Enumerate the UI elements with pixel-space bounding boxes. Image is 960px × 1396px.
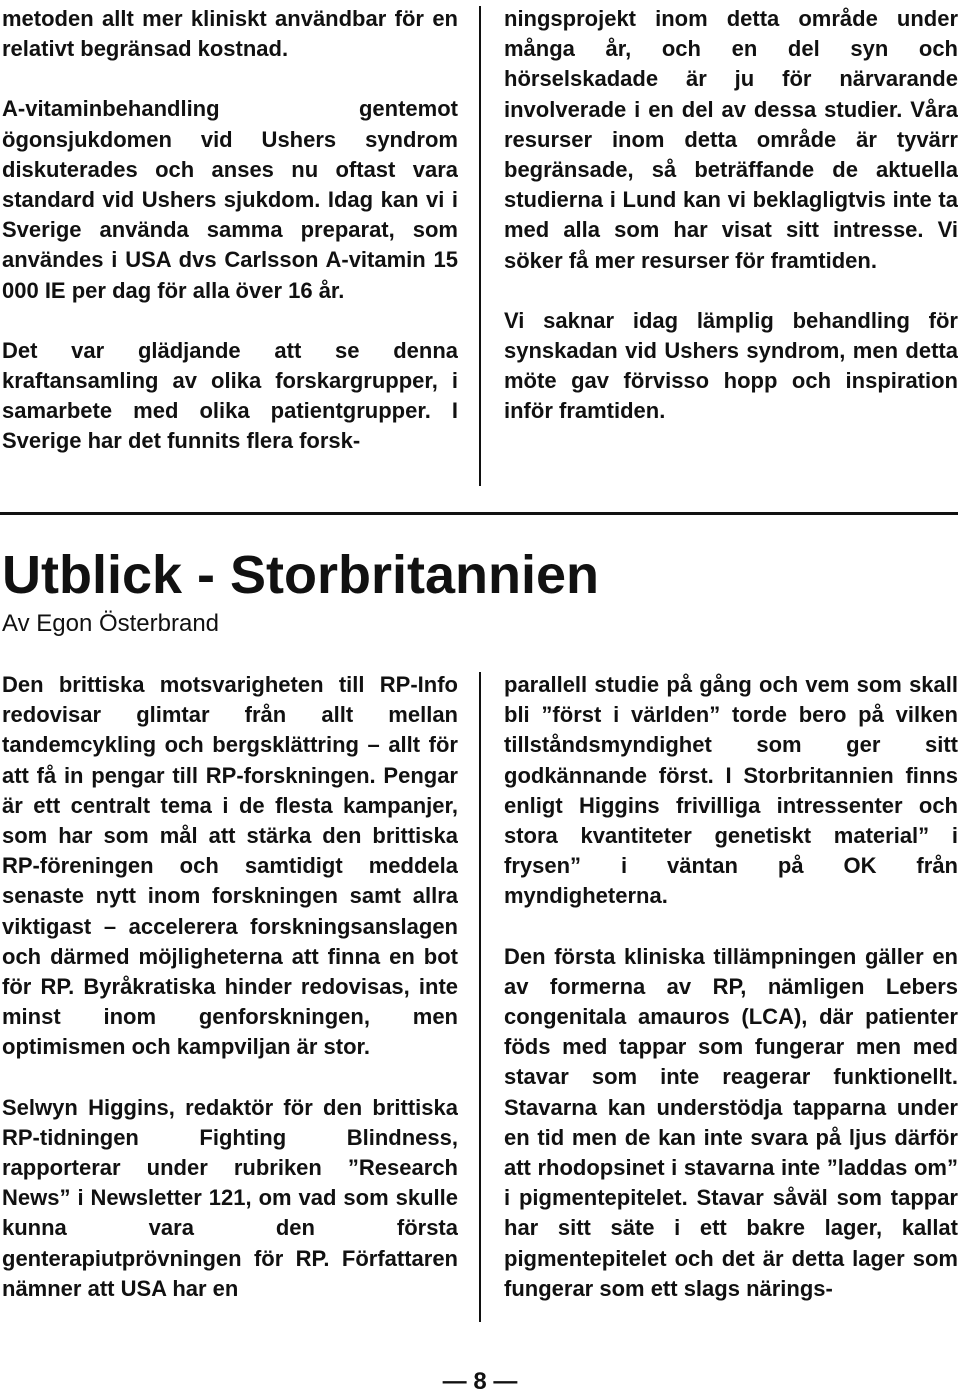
paragraph: ningsprojekt inom detta område under många år, och en del syn och hörselskadade är ju för närvarande involverade i en del av dessa studier. Våra resurser inom detta område är tyvärr begränsade, så beträffande de aktuella studierna i Lund kan vi beklagligtvis inte ta med alla som har visat sitt intresse. Vi söker få mer resurser för framtiden. [504, 6, 958, 273]
page-number: — 8 — [442, 1368, 518, 1395]
article-left-column [2, 670, 458, 1340]
paragraph: parallell studie på gång och vem som skall bli ”först i världen” torde bero på vilken tillståndsmyndighet som ger sitt godkännande först. I Storbritannien finns enligt Higgins frivilliga intressenter och stora kvantiteter genetiskt material” i frysen” i väntan på OK från myndigheterna. [504, 672, 958, 909]
paragraph: Den brittiska motsvarigheten till RP-Info redovisar glimtar från allt mellan tandemcykling och bergsklättring – allt för att få in pengar till RP-forskningen. Pengar är ett centralt tema i de flesta kampanjer, som har som mål att stärka den brittiska RP-föreningen och samtidigt meddela senaste nytt inom forskningen samt allra viktigast – accelerera forskningsanslagen och därmed möjligheterna att finna en bot för RP. Byråkratiska hinder redovisas, inte minst inom genforskningen, men optimismen och kampviljan är stor. [2, 672, 458, 1060]
section-divider [0, 512, 958, 515]
paragraph: Den första kliniska tillämpningen gäller en av formerna av RP, nämligen Lebers congenitala amauros (LCA), där patienter föds med tappar som fungerar men med stavar som inte reagerar funktionellt. Stavarna kan understödja tapparna under en tid men de kan inte svara på ljus därför att rhodopsinet i stavarna inte ”laddas om” i pigmentepitelet. Stavar såväl som tappar har sitt säte i ett bakre lager, kallat pigmentepitelet och det är detta lager som fungerar som ett slags närings- [504, 943, 958, 1301]
column-divider [479, 672, 481, 1322]
paragraph: Vi saknar idag lämplig behandling för synskadan vid Ushers syndrom, men detta möte gav förvisso hopp och inspiration inför framtiden. [504, 307, 958, 424]
top-right-column [504, 4, 958, 464]
article-title: Utblick - Storbritannien [2, 545, 600, 605]
paragraph: metoden allt mer kliniskt användbar för en relativt begränsad kostnad. [2, 6, 458, 62]
top-left-column [2, 4, 458, 494]
article-right-column [504, 670, 958, 1340]
article-byline: Av Egon Österbrand [2, 610, 220, 637]
paragraph: A-vitaminbehandling gentemot ögonsjukdomen vid Ushers syndrom diskuterades och anses nu oftast vara standard vid Ushers sjukdom. Idag kan vi i Sverige använda samma preparat, som användes i USA dvs Carlsson A-vitamin 15 000 IE per dag för alla över 16 år. [2, 96, 458, 303]
paragraph: Selwyn Higgins, redaktör för den brittiska RP-tidningen Fighting Blindness, rapporterar under rubriken ”Research News” i Newsletter 121, om vad som skulle kunna vara den första genterapiutprövningen för RP. Författaren nämner att USA har en [2, 1094, 458, 1301]
paragraph: Det var glädjande att se denna kraftansamling av olika forskargrupper, i samarbete med olika patientgrupper. I Sverige har det funnits flera forsk- [2, 337, 458, 454]
column-divider [479, 6, 481, 486]
